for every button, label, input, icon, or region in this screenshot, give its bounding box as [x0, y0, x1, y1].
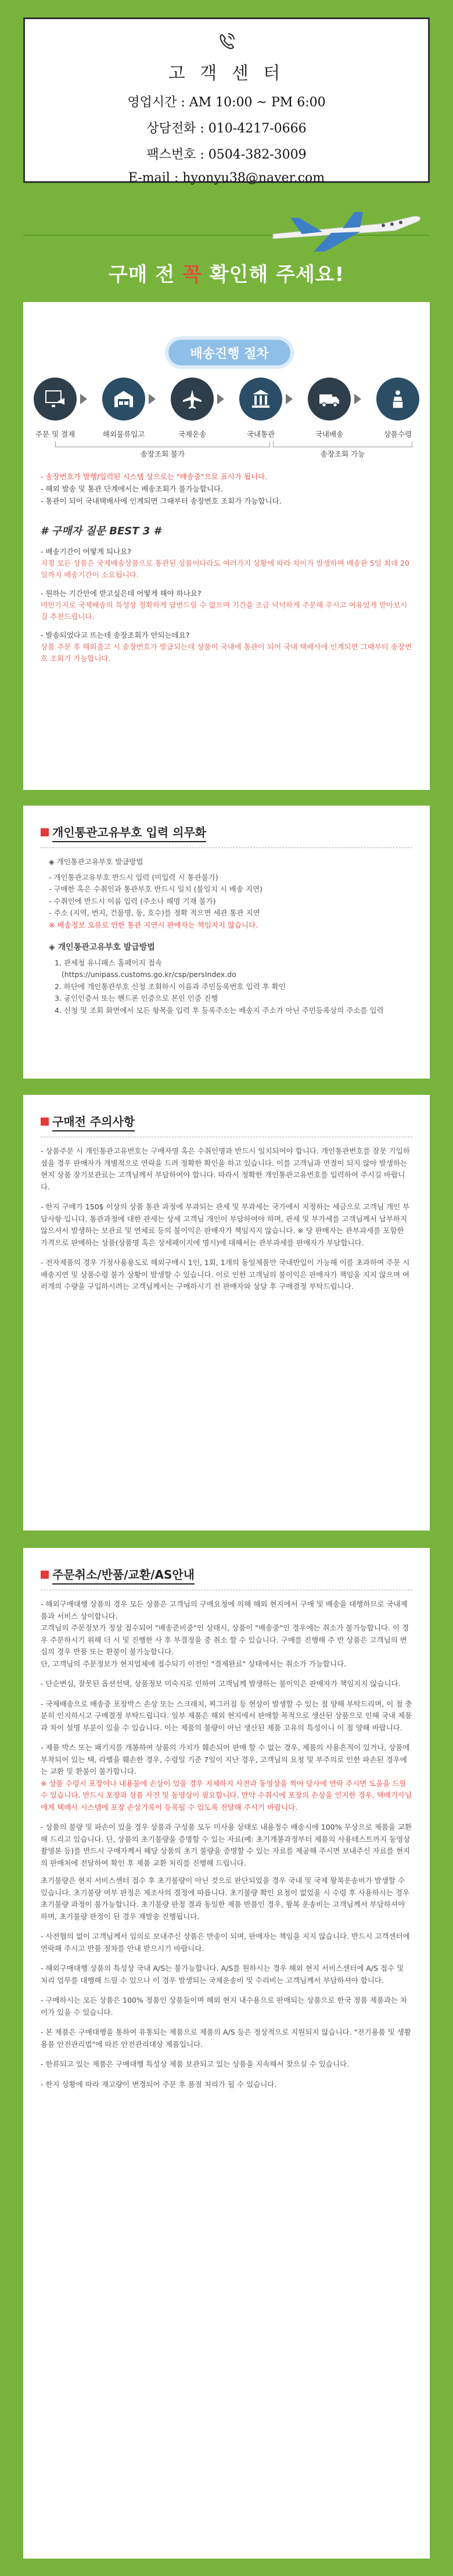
delivery-steps — [34, 378, 419, 424]
customer-service-title: 고 객 센 터 — [168, 63, 285, 84]
cancel-paragraph: - 사전협의 없이 고객님께서 임의로 보내주신 상품은 반송이 되며, 판매자는 책임을 지지 않습니다. 반드시 고객센터에 연락해 주시고 반품 절차를 안내 받으시기 바랍니다. — [41, 1932, 410, 1953]
step-label: 국내배송 — [315, 430, 344, 439]
cancel-paragraph: - 해외구매대행 상품의 경우 모든 상품은 고객님의 구매요청에 의해 해외 현지에서 구매 및 배송을 대행하므로 국내제품과 서비스 상이합니다. — [41, 1600, 408, 1621]
cancel-paragraph: ※ 상품 수령시 포장이나 내용물에 손상이 있을 경우 지체하지 사진과 동영상을 찍어 당사에 연락 주시면 도움을 드릴 수 있습니다. 반드시 포장과 상품 사진 및 동영상이 필요합니다. 만약 수취시에 포장의 손상을 인지한 경우, 택배기사님에게 택배사 시스템에 포장 손상기록이 등록될 수 있도록 전달해 주시기 바랍니다. — [41, 1779, 412, 1812]
cancel-return-as-card — [23, 1548, 430, 2559]
faq-title: # 구매자 질문 BEST 3 # — [41, 525, 161, 537]
customs-issue-head: ◈ 개인통관고유부호 발급방법 — [49, 943, 155, 952]
delivery-step-labels — [34, 429, 419, 440]
faq-answer: 미민가지로 국제배송의 특성상 정확하게 답변드릴 수 없으며 기간을 조금 넉넉하게 주문해 주시고 여유있게 받아보시길 추천드립니다. — [41, 601, 408, 621]
delivery-note: - 송장번호가 발행/입력된 시스템 상으로는 "배송중"으로 표시가 됩니다. — [41, 472, 268, 481]
phone-icon — [215, 30, 238, 53]
step-label: 해외물류입고 — [102, 430, 145, 439]
faq-answer: 상품 주문 후 해외출고 시 송장번호가 발급되는데 상품이 국내에 통관이 되어 국내 택배사에 인계되면 그때부터 송장번호 조회가 가능합니다. — [41, 642, 412, 663]
customs-issue-line: 3. 공인인증서 또는 핸드폰 인증으로 본인 인증 진행 — [55, 994, 218, 1003]
customs-title: 개인통관고유부호 입력 의무화 — [52, 823, 206, 842]
delivery-process-card — [23, 302, 430, 790]
tracking-unavailable-label: 송장조회 불가 — [140, 450, 185, 458]
customs-intro-line: - 주소 (지역, 번지, 건물명, 동, 호수)를 정확 적으면 세관 통관 지연 — [49, 908, 260, 917]
pre-purchase-caution-card — [23, 1095, 430, 1530]
truck-icon — [308, 378, 351, 421]
customs-code-card — [23, 806, 430, 1079]
customs-issue-line: 2. 하단에 개인통관부호 신청 조회하시 이름과 주민등록번호 입력 후 확인 — [55, 982, 286, 991]
cancel-paragraph: - 국제배송으로 배송중 포장박스 손상 또는 스크래치, 찌그러짐 등 현상이 발생할 수 있는 점 양해 부탁드리며, 이 점 충분히 인지하시고 구매결정 부탁드립니다. 일부 제품은 해외 현지에서 판매할 목적으로 생산된 상품으로 인해 국내 제품과 차이 설명 부분이 있을 수 있습니다. 이는 제품의 불량이 아닌 생산된 제품 고유의 특성이니 이 점 양해 바랍니다. — [41, 1699, 412, 1732]
customer-service-card — [23, 17, 430, 183]
cancel-paragraph: - 상품의 불량 및 파손이 있을 경우 상품과 구성품 모두 미사용 상태로 내용정수 배송시에 100% 무상으로 제품을 교환해 드리고 있습니다. 단, 상품의 초기불량을 증명할 수 있는 자료(예: 초기개봉과정부터 제품의 사용테스트까지 동영상 촬영본 등)를 반드시 구매자께서 해당 상품의 초기 불량을 증명할 수 있는 자료를 제공해 주시면 보내주신 자료를 현지의 판매처에 전달하여 확인 후 제품 교환 처리를 진행해 드립니다. — [41, 1823, 412, 1867]
slogan-post: 확인해 주세요! — [202, 263, 345, 286]
business-hours: 영업시간 : AM 10:00 ~ PM 6:00 — [127, 95, 326, 110]
section-marker-icon — [41, 1118, 49, 1126]
customs-intro-line: - 수취인에 반드시 이름 입력 (주소나 해명 기재 불가) — [49, 896, 216, 906]
customs-intro-line: - 개인통관고유부호 반드시 입력 (미입력 시 통관불가) — [49, 872, 218, 882]
airplane-icon — [23, 200, 430, 256]
cancel-paragraph: - 본 제품은 구매대행을 통하여 유통되는 제품으로 제품의 A/S 등은 정상적으로 지원되지 않습니다. "전기용품 및 생활용품 안전관리법"에 따른 안전관리대상 제품입니다. — [41, 2028, 411, 2049]
faq-question: - 배송기간이 어떻게 되나요? — [41, 547, 131, 556]
caution-paragraph: - 상품주문 시 개인통관고유번호는 구매자명 혹은 수취인명과 반드시 일치되어야 합니다. 개인통관번호를 잘못 기입하셨을 경우 판매자가 개별적으로 연락을 드려 정확한 확인을 하고 있습니다. 이를 고객님과 연결이 되지 않아 발생하는 현지 상품 장기보관료는 고객님께서 부담하여야 합니다. 따라서 정확한 개인통관고유번호를 입력하여 주시길 바랍니다. — [41, 1147, 410, 1191]
step-label: 국내통관 — [246, 430, 275, 439]
tracking-available-range — [273, 441, 412, 457]
slogan-pre: 구매 전 — [108, 263, 183, 286]
section-marker-icon — [41, 828, 49, 836]
caution-paragraph: - 전자제품의 경우 가정사용용도로 해외구매시 1인, 1회, 1개의 동일제품만 국내반입이 가능해 이를 초과하여 주문 시 배송지연 및 상품수령 불가 상황이 발생할 수 있습니다. 이로 인한 고객님의 불이익은 판매자가 책임을 지지 않으며 여러개의 수량을 구입하시려는 고객님께서는 구매하시기 전 판매자와 상담 후 구매결정 부탁드립니다. — [41, 1258, 410, 1291]
faq-question: - 원하는 기간안에 받고싶은데 어떻게 해야 하나요? — [41, 589, 202, 598]
section-marker-icon — [41, 1571, 49, 1579]
cancel-paragraph: 초기불량은 현지 서비스센터 접수 후 초기불량이 아닌 것으로 판단되었을 경우 국내 및 국제 왕복운송비가 발생할 수 있습니다. 초기불량 여부 판정은 제조사의 결정에 따릅니다. 초기불량 확인 요청이 없었을 시 수령 후 사용하시는 경우 초기불량 과정이 불가능합니다. 초기불량 판정 결과 동일한 제품 반품인 경우, 왕복 운송비는 고객님께서 부담하셔야 하며, 초기불량 판정이 된 경우 재발송 진행됩니다. — [41, 1876, 410, 1921]
cancel-paragraph: - 해외구매대행 상품의 특성상 국내 A/S는 불가능합니다. A/S를 원하시는 경우 해외 현지 서비스센터에 A/S 접수 및 처리 업무를 대행해 드릴 수 있으나 이 경우 발생되는 국제운송비 및 수리비는 고객님께서 부담하셔야 합니다. — [41, 1964, 404, 1985]
customs-icon — [239, 378, 282, 421]
email-address: E-mail : hyonyu38@naver.com — [128, 171, 325, 185]
caution-paragraph: - 한지 구매가 150$ 이상의 상품 통관 과정에 부과되는 관세 및 부과세는 국가에서 지정하는 세금으로 고객님 개인 부담사항 입니다. 통관과정에 대한 관세는 상세 고객님 개인이 부담하여야 하며, 관세 및 부가세를 고객님께서 납부하지 않으셔서 발생하는 보관료 및 연체료 등의 불이익은 판매자가 책임지지 않습니다. ※ 당 판매자는 관부과세를 포함한 가격으로 판매하는 상품(상품명 혹은 상세페이지에 명시)에 대해서는 관부과세를 판매자가 부담합니다. — [41, 1202, 410, 1247]
airplane-step-icon — [171, 378, 214, 421]
step-label: 국제운송 — [178, 430, 207, 439]
cancel-paragraph: - 구매하시는 모든 상품은 100% 정품인 상품들이며 해외 현지 내수용으로 판매되는 상품으로 한국 정품 제품과는 차이가 있을 수 있습니다. — [41, 1996, 408, 2017]
cancel-paragraph: - 제품 박스 또는 패키지를 개봉하여 상품의 가치가 훼손되어 판매 할 수 없는 경우, 제품의 사용흔적이 있거나, 상품에 부착되어 있는 택, 라벨을 훼손한 경우, 수령일 기준 7일이 지난 경우, 고객님의 요청 및 부주의로 인한 파손된 경우에는 교환 및 환불이 불가합니다. — [41, 1743, 410, 1776]
faq-question: - 발송되었다고 뜨는데 송장조회가 안되는데요? — [41, 631, 190, 639]
customs-intro-line: ※ 배송정보 오류로 인한 통관 지연시 판매자는 책임지지 않습니다. — [49, 920, 258, 929]
purchase-notice-slogan — [0, 258, 453, 287]
cancel-paragraph: - 단순변심, 잘못된 옵션선택, 상품정보 미숙지로 인하여 고객님께 발생하는 불이익은 판매자가 책임지지 않습니다. — [41, 1679, 401, 1688]
cancel-paragraph: - 한류되고 있는 제품은 구매대행 특성상 제품 보관되고 있는 상품을 지속해서 찾으실 수 있습니다. — [41, 2060, 350, 2068]
phone-number: 상담전화 : 010-4217-0666 — [146, 121, 307, 136]
cancel-title: 주문취소/반품/교환/AS안내 — [52, 1565, 195, 1585]
customs-intro-head: ◈ 개인통관고유부호 발급방법 — [49, 857, 143, 866]
cancel-paragraph: 고객님의 주문정보가 정상 접수되어 "배송준비중"인 상태시, 상품이 "배송중"인 경우에는 취소가 불가능합니다. 이 경우 주문하시기 위해 더 시 및 진행한 사 후 부결정을 중 취소 할 수 있습니다. 구매를 진행해 주 반 상품은 고객님의 변심의 경우 반품 또는 환불이 불가능합니다. — [41, 1623, 409, 1656]
caution-title: 구매전 주의사항 — [52, 1112, 135, 1131]
delivery-process-title: 배송진행 절차 — [168, 340, 290, 365]
cancel-paragraph: - 한지 상황에 따라 재고량이 변경되어 주문 후 품절 처리가 될 수 있습니다. — [41, 2079, 277, 2089]
delivery-note: - 해외 발송 및 통관 단계에서는 배송조회가 불가능합니다. — [41, 484, 224, 493]
payment-icon — [34, 378, 77, 421]
customs-intro-line: - 구매한 혹은 수취인과 통관부호 반드시 일치 (불일치 시 배송 지연) — [49, 885, 263, 893]
cancel-paragraph: 단, 고객님의 주문정보가 현지업체에 접수되기 이전인 "결제완료" 상태에서는 취소가 가능합니다. — [41, 1659, 347, 1668]
step-label: 주문 및 결제 — [35, 430, 76, 439]
faq-answer: 지정 모든 상품은 국제배송상품으로 통관된 상품이다라도 여러가지 상황에 따라 차이가 발생하며 배송완 5일 최대 20일까지 배송기간이 소요됩니다. — [41, 559, 409, 579]
warehouse-icon — [102, 378, 145, 421]
customs-issue-link[interactable]: (https://unipass.customs.go.kr/csp/persIndex.do — [55, 970, 236, 979]
tracking-unavailable-range — [55, 441, 270, 457]
tracking-available-label: 송장조회 가능 — [320, 450, 365, 458]
customs-issue-line: 1. 관세청 유니패스 홈페이지 접속 — [55, 958, 162, 967]
delivery-notes — [41, 470, 412, 507]
slogan-highlight: 꼭 — [182, 263, 202, 286]
receive-box-icon — [376, 378, 419, 421]
step-label: 상품수령 — [383, 430, 412, 439]
faq-list — [41, 546, 412, 664]
fax-number: 팩스번호 : 0504-382-3009 — [146, 148, 307, 162]
delivery-note: - 통관이 되어 국내택배사에 인계되면 그때부터 송장번호 조회가 가능합니다. — [41, 497, 282, 505]
customs-issue-line: 4. 신청 및 조회 화면에서 모든 항목을 입력 후 등록주소는 배송지 주소가 아닌 주민등록상의 주소를 입력 — [55, 1005, 384, 1015]
